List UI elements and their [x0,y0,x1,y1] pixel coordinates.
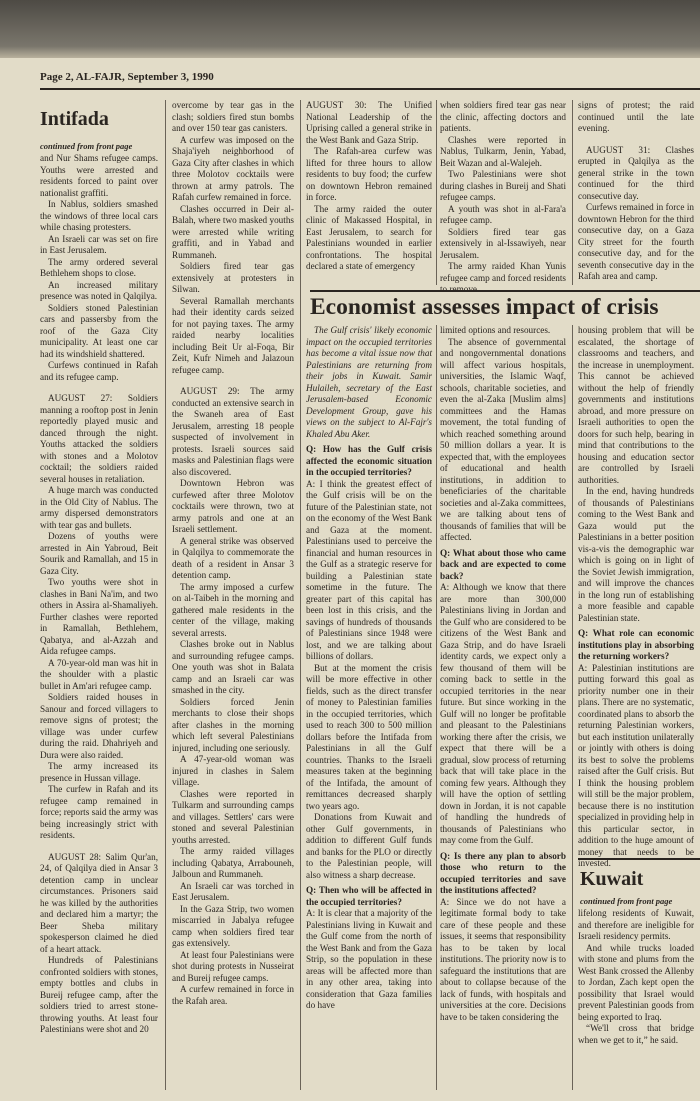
kuwait-continued-line: continued from front page [580,896,673,906]
paragraph: Donations from Kuwait and other Gulf governments, in addition to different Gulf funds and banks for the PLO or directly to the Palestinian people, will also witness a sharp decrease. [306,812,432,880]
paragraph: housing problem that will be escalated, the shortage of classrooms and teachers, and the increase in unemployment. This cannot be achieved without the help of friendly governments and institutions abroad, and more pressure on Israeli authorities to open the doors for such help, bearing in mind that contributions to the housing and education sector are controlled by Israeli authorities. [578,325,694,485]
paragraph: A curfew remained in force in the Rafah area. [172,984,294,1006]
economist-column-1 [306,325,432,1090]
paragraph: A 70-year-old man was hit in the shoulder with a plastic bullet in Am'ari refugee camp. [40,657,158,691]
paragraph: Soldiers forced Jenin merchants to close their shops after clashes in the morning which left several Palestinians injured, including one seriously. [172,696,294,753]
answer: A: Since we do not have a legitimate formal body to take care of these people and these issues, it seems that responsibility has to be taken by local institutions. The priority now is to safeguard the institutions that are about to collapse because of the lack of funds, with hospitals and universities at the core. Decisions have to be taken considering the [440,896,566,1022]
intro-paragraph: The Gulf crisis' likely economic impact on the occupied territories has become a vital issue now that Palestinians are returning from their jobs in Kuwait. Samir Hulaileh, secretary of the East Jerusalem-based Economic Development Group, gave his views on the subject to Al-Fajr's Khaled Abu Aker. [306,325,432,439]
paragraph: Clashes broke out in Nablus and surrounding refugee camps. One youth was shot in Balata camp and an Israeli car was smashed in the city. [172,639,294,695]
intifada-column-5 [578,100,694,285]
paragraph: But at the moment the crisis will be more effective in other fields, such as the direct transfer of money to Palestinian families in the occupied territories, which used to reach 300 to 500 million dollars before the Intifada from Palestinians in all the Gulf countries. Thanks to the Israeli measures taken at the beginning of the Intifada, the amount of remittances decreased sharply two years ago. [306,662,432,811]
column-rule [572,100,573,285]
paragraph: lifelong residents of Kuwait, and therefore are ineligible for Israeli residency permits. [578,908,694,941]
paragraph: A curfew was imposed on the Shaja'iyeh neighborhood of Gaza City after clashes in which three Molotov cocktails were thrown at army patrols. The Rafah curfew remained in force. [172,134,294,202]
dateline-paragraph: AUGUST 28: Salim Qur'an, 24, of Qalqilya died in Ansar 3 detention camp in unclear circumstances. Prisoners said he was killed by the authorities and declared him a martyr; the Beer Sheba military spokesperson claimed he died of a heart attack. [40,851,158,954]
question: Q: Then who will be affected in the occupied territories? [306,885,432,907]
intifada-continued-line: continued from front page [40,141,133,151]
paragraph: At least four Palestinians were shot during protests in Nusseirat and Bureij refugee camps. [172,949,294,983]
paragraph: In the end, having hundreds of thousands of Palestinians coming to the West Bank and Gaza would put the Palestinians in a better position vis-a-vis the demographic war which is going on in light of the Soviet Jewish immigration, and will improve the chances in the long run of establishing a more feasible and capable Palestinian state. [578,486,694,623]
paragraph: Two Palestinians were shot during clashes in Bureij and Shati refugee camps. [440,169,566,202]
paragraph: The army increased its presence in Hussan village. [40,761,158,783]
column-rule [300,100,301,1090]
dateline-paragraph: AUGUST 31: Clashes erupted in Qalqilya as the general strike in the town continued for the third consecutive day. [578,144,694,201]
scan-top-edge [0,0,700,58]
column-rule [165,100,166,1090]
paragraph: Soldiers raided houses in Sanour and forced villagers to remove signs of protest; the village was under curfew during the raid. Dhahriyeh and Dura were also raided. [40,692,158,760]
economist-column-2 [440,325,566,1090]
paragraph: And while trucks loaded with stone and plums from the West Bank crossed the Allenby to Jordan, Zach kept open the possibility that Israel would prevent Palestinian goods from being exported to Iraq. [578,942,694,1022]
paragraph: The army raided Khan Yunis refugee camp and forced residents to remove [440,261,567,294]
kuwait-column [578,908,694,1090]
paragraph: Clashes occurred in Deir al-Balah, where two masked youths were arrested while writing graffiti, and in Yabad and Rummaneh. [172,203,294,260]
paragraph: In Nablus, soldiers smashed the windows of three local cars while chasing protesters. [40,199,158,232]
paragraph: An increased military presence was noted in Qalqilya. [40,279,158,301]
paragraph: overcome by tear gas in the clash; soldiers fired stun bombs and over 150 tear gas canisters. [172,100,294,133]
paragraph: The Rafah-area curfew was lifted for three hours to allow residents to buy food; the curfew on downtown Hebron remained in force. [306,146,432,202]
paragraph: Dozens of youths were arrested in Ain Yabroud, Beit Sourik and Ramallah, and 15 in Gaza City. [40,531,158,576]
kuwait-headline: Kuwait [580,868,644,890]
answer: A: I think the greatest effect of the Gulf crisis will be on the future of the Palestinian state, not on the economy of the West Bank and Gaza at the moment. Palestinians used to perceive the financial and human resources in the Gulf as a strategic reserve for building a Palestinian state sometime in the future. The greater part of this capital has been lost in this crisis, and the savings of hundreds of thousands of Palestinians since 1948 were lost, and we are talking about billions of dollars. [306,478,432,661]
paragraph: Clashes were reported in Nablus, Tulkarm, Jenin, Yabad, Beit Wazan and al-Walejeh. [440,134,566,168]
question: Q: Is there any plan to absorb those who return to the occupied territories and save the institutions affected? [440,850,566,895]
paragraph: The army raided villages including Qabatya, Arrabouneh, Jalboun and Rummaneh. [172,846,294,879]
paragraph: A 47-year-old woman was injured in clashes in Salem village. [172,754,294,787]
paragraph: Downtown Hebron was curfewed after three Molotov cocktails were thrown, two at army patrols and one at an Israeli settlement. [172,478,294,534]
kuwait-top-rule [578,858,700,866]
paragraph: An Israeli car was torched in East Jerusalem. [172,880,294,902]
paragraph: Curfews continued in Rafah and its refugee camp. [40,360,158,382]
paragraph: The curfew in Rafah and its refugee camp remained in force; reports said the army was being increasingly strict with residents. [40,784,158,840]
folio-text: Page 2, AL-FAJR, September 3, 1990 [40,71,214,83]
paragraph: Several Ramallah merchants had their identity cards seized for not paying taxes. The army raided nearby localities including Beit Ur al-Foqa, Bir Zeit, Kufr Nimeh and Jalazoun refugee camp. [172,295,294,375]
paragraph: and Nur Shams refugee camps. Youths were arrested and residents forced to paint over nationalist graffiti. [40,153,158,198]
column-rule [436,100,437,285]
paragraph: Soldiers fired tear gas extensively at protesters in Silwan. [172,261,294,294]
answer: A: Palestinian institutions are putting forward this goal as priority number one in their plans. There are no systematic, coordinated plans to absorb the returning Palestinian workers, but each institution unilaterally or jointly with others is doing its best to solve the problems raised after the Gulf crisis. But I think the housing problem will still be the major problem, because there is no institution specialized in providing help in this particular sector, in addition to the huge amount of money that needs to be invested. [578,662,694,868]
paragraph: Two youths were shot in clashes in Bani Na'im, and two others in Assira al-Shamaliyeh. Further clashes were reported in Ramallah, Bethlehem, Qabatya, and al-Azzah and Aida refugee camps. [40,577,158,656]
paragraph: The army ordered several Bethlehem shops to close. [40,256,158,278]
economist-headline: Economist assesses impact of crisis [310,290,700,321]
dateline-paragraph: AUGUST 27: Soldiers manning a rooftop post in Jenin reportedly played music and danced through the night. Youths attacked the soldiers with stones and a Molotov cocktail; the soldiers raided several houses in retaliation. [40,393,158,484]
question: Q: How has the Gulf crisis affected the economic situation in the occupied territories? [306,444,432,477]
dateline-paragraph: AUGUST 30: The Unified National Leadership of the Uprising called a general strike in the West Bank and Gaza Strip. [306,100,432,145]
intifada-column-4 [440,100,567,294]
intifada-column-3 [306,100,432,285]
column-rule [436,325,437,1090]
paragraph: The absence of governmental and nongovernmental donations will affect various hospitals, universities, the Islamic Waqf, schools, charitable societies, and even the al-Zaka [Muslim alms] committees and the Hamas movement, the total funding of which reached something around 50 million dollars a year. It is expected that, with the employees of educational and health institutions, in addition to beneficiaries of the charitable societies and al-Zaka committees, we are talking about tens of thousands of families that will be affected. [440,336,566,542]
paragraph: limited options and resources. [440,325,551,335]
paragraph: Soldiers stoned Palestinian cars and passersby from the roof of the Gaza City municipality. At least one car had its windshield shattered. [40,302,158,359]
question: Q: What role can economic institutions play in absorbing the returning workers? [578,628,694,661]
paragraph: Clashes were reported in Tulkarm and surrounding camps and villages. Settlers' cars were stoned and several Palestinian youths arrested. [172,788,294,845]
paragraph: Soldiers fired tear gas extensively in al-Issawiyeh, near Jerusalem. [440,226,566,260]
intifada-headline: Intifada [40,108,109,130]
dateline-paragraph: AUGUST 29: The army conducted an extensive search in the Swaneh area of East Jerusalem, arresting 18 people suspected of involvement in protests. Israeli sources said masks and Palestinian flags were also discovered. [172,386,294,477]
paragraph: Hundreds of Palestinians confronted soldiers with stones, empty bottles and clubs in Bureij refugee camp, after the soldiers tried to arrest stone-throwing youths. At least four Palestinians were shot and 20 [40,955,158,1034]
intifada-column-1 [40,153,158,1088]
page-folio [40,62,700,90]
answer: A: Although we know that there are more than 300,000 Palestinians living in Jordan and the Gulf who are considered to be citizens of the West Bank and Gaza Strip, and do have Israeli identity cards, we expect only a few thousand of them will be coming back to settle in the occupied territories in the near future. But since working in the Gulf will no longer be profitable and pleasant to the Palestinians working there after the crisis, we expect that there will be a gradual, slow process of returning back that will take place in the coming few years. Although they will have the option of settling down in Jordan, it is not capable of handling the hundreds of thousands of Palestinians who may come from the Gulf. [440,582,566,845]
paragraph: The army imposed a curfew on al-Taibeh in the morning and gathered male residents in the center of the village, making several arrests. [172,581,294,638]
column-rule [572,325,573,1090]
intifada-column-2 [172,100,294,1088]
paragraph: signs of protest; the raid continued until the late evening. [578,100,694,133]
paragraph: A general strike was observed in Qalqilya to commemorate the death of a resident in Ansar 3 detention camp. [172,535,294,580]
paragraph: Curfews remained in force in downtown Hebron for the third consecutive day, on a Gaza City street for the fourth consecutive day, and for the seventh consecutive day in the Rafah area and camp. [578,202,694,281]
paragraph: In the Gaza Strip, two women miscarried in Jabalya refugee camp when soldiers fired tear gas extensively. [172,903,294,948]
paragraph: “We'll cross that bridge when we get to it,” he said. [578,1023,694,1045]
paragraph: when soldiers fired tear gas near the clinic, affecting doctors and patients. [440,100,566,133]
paragraph: An Israeli car was set on fire in East Jerusalem. [40,233,158,255]
paragraph: A huge march was conducted in the Old City of Nablus. The army dispersed demonstrators with tear gas and bullets. [40,485,158,530]
economist-column-3 [578,325,694,868]
paragraph: A youth was shot in al-Fara'a refugee camp. [440,203,566,225]
question: Q: What about those who came back and are expected to come back? [440,547,566,581]
paragraph: The army raided the outer clinic of Makassed Hospital, in East Jerusalem, to search for Palestinians wounded in earlier confrontations. The hospital declared a state of emergency [306,203,432,271]
answer: A: It is clear that a majority of the Palestinians living in Kuwait and the Gulf come from the north of the West Bank and from the Gaza Strip, so the population in these areas will be affected more than in any other area, taking into consideration that Gaza families do have [306,908,432,1010]
